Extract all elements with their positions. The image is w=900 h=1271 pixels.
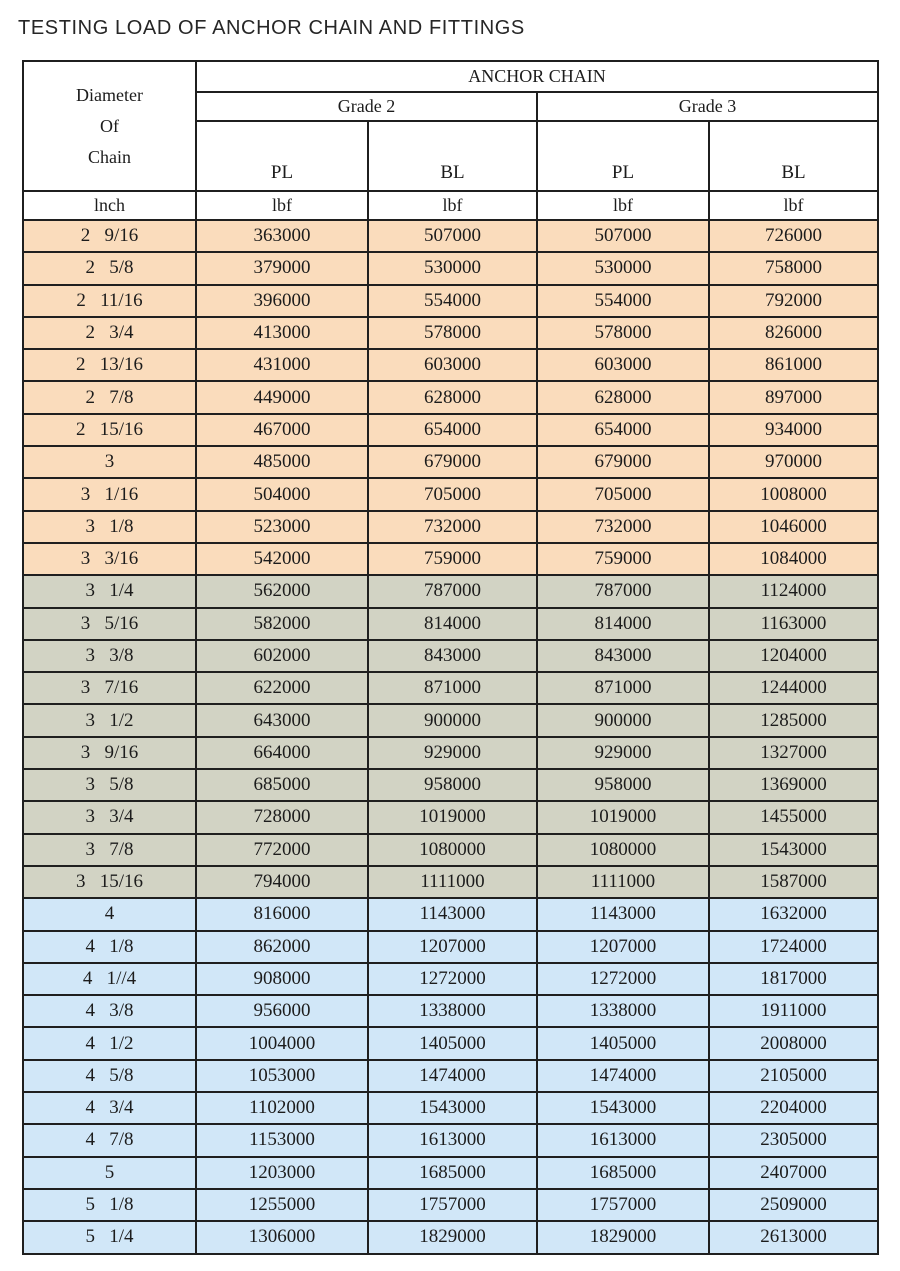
table-row bbox=[23, 898, 878, 930]
load-value-cell: 1405000 bbox=[368, 1027, 537, 1059]
anchor-chain-load-table bbox=[22, 60, 879, 1255]
load-value-cell: 504000 bbox=[196, 478, 368, 510]
diameter-cell: 3 3/8 bbox=[23, 640, 196, 672]
diameter-cell: 3 15/16 bbox=[23, 866, 196, 898]
load-value-cell: 1102000 bbox=[196, 1092, 368, 1124]
load-value-cell: 705000 bbox=[537, 478, 709, 510]
diameter-cell: 5 bbox=[23, 1157, 196, 1189]
load-value-cell: 1474000 bbox=[537, 1060, 709, 1092]
load-value-cell: 956000 bbox=[196, 995, 368, 1027]
load-value-cell: 379000 bbox=[196, 252, 368, 284]
load-value-cell: 970000 bbox=[709, 446, 878, 478]
load-value-cell: 1369000 bbox=[709, 769, 878, 801]
table-row bbox=[23, 963, 878, 995]
load-value-cell: 1124000 bbox=[709, 575, 878, 607]
diameter-cell: 4 5/8 bbox=[23, 1060, 196, 1092]
load-value-cell: 759000 bbox=[368, 543, 537, 575]
load-value-cell: 929000 bbox=[368, 737, 537, 769]
diameter-cell: 3 1/2 bbox=[23, 704, 196, 736]
diameter-cell: 3 5/8 bbox=[23, 769, 196, 801]
load-value-cell: 2305000 bbox=[709, 1124, 878, 1156]
diameter-header-line: Chain bbox=[88, 146, 131, 167]
table-row bbox=[23, 1124, 878, 1156]
table-row bbox=[23, 575, 878, 607]
diameter-cell: 3 5/16 bbox=[23, 608, 196, 640]
diameter-cell: 4 1//4 bbox=[23, 963, 196, 995]
load-value-cell: 1632000 bbox=[709, 898, 878, 930]
load-value-cell: 1543000 bbox=[709, 834, 878, 866]
load-value-cell: 1724000 bbox=[709, 931, 878, 963]
diameter-cell: 2 5/8 bbox=[23, 252, 196, 284]
load-value-cell: 654000 bbox=[537, 414, 709, 446]
load-value-cell: 1053000 bbox=[196, 1060, 368, 1092]
load-value-cell: 1244000 bbox=[709, 672, 878, 704]
load-value-cell: 602000 bbox=[196, 640, 368, 672]
load-value-cell: 685000 bbox=[196, 769, 368, 801]
load-value-cell: 787000 bbox=[368, 575, 537, 607]
load-value-cell: 794000 bbox=[196, 866, 368, 898]
table-row bbox=[23, 866, 878, 898]
load-value-cell: 449000 bbox=[196, 381, 368, 413]
load-value-cell: 1817000 bbox=[709, 963, 878, 995]
load-value-cell: 396000 bbox=[196, 285, 368, 317]
table-row bbox=[23, 769, 878, 801]
page-title: TESTING LOAD OF ANCHOR CHAIN AND FITTINGS bbox=[18, 17, 525, 39]
table-row bbox=[23, 285, 878, 317]
table-row bbox=[23, 834, 878, 866]
load-value-cell: 862000 bbox=[196, 931, 368, 963]
table-row bbox=[23, 1189, 878, 1221]
load-value-cell: 467000 bbox=[196, 414, 368, 446]
diameter-cell: 5 1/4 bbox=[23, 1221, 196, 1253]
load-value-cell: 1272000 bbox=[368, 963, 537, 995]
diameter-cell: 4 1/2 bbox=[23, 1027, 196, 1059]
load-value-cell: 705000 bbox=[368, 478, 537, 510]
load-value-cell: 603000 bbox=[537, 349, 709, 381]
load-value-cell: 792000 bbox=[709, 285, 878, 317]
load-value-cell: 1080000 bbox=[537, 834, 709, 866]
diameter-cell: 2 3/4 bbox=[23, 317, 196, 349]
load-value-cell: 1455000 bbox=[709, 801, 878, 833]
load-value-cell: 929000 bbox=[537, 737, 709, 769]
load-value-cell: 554000 bbox=[537, 285, 709, 317]
grade-3-header: Grade 3 bbox=[537, 92, 878, 121]
diameter-cell: 3 bbox=[23, 446, 196, 478]
load-value-cell: 679000 bbox=[537, 446, 709, 478]
diameter-cell: 3 3/4 bbox=[23, 801, 196, 833]
load-value-cell: 826000 bbox=[709, 317, 878, 349]
table-row bbox=[23, 1221, 878, 1253]
load-value-cell: 542000 bbox=[196, 543, 368, 575]
load-value-cell: 1008000 bbox=[709, 478, 878, 510]
diameter-cell: 2 13/16 bbox=[23, 349, 196, 381]
load-value-cell: 787000 bbox=[537, 575, 709, 607]
load-value-cell: 1613000 bbox=[537, 1124, 709, 1156]
load-value-cell: 732000 bbox=[537, 511, 709, 543]
table-row bbox=[23, 608, 878, 640]
load-value-cell: 2105000 bbox=[709, 1060, 878, 1092]
load-value-cell: 507000 bbox=[537, 220, 709, 252]
load-value-cell: 1207000 bbox=[537, 931, 709, 963]
load-value-cell: 1685000 bbox=[537, 1157, 709, 1189]
load-value-cell: 363000 bbox=[196, 220, 368, 252]
load-value-cell: 2613000 bbox=[709, 1221, 878, 1253]
table-row bbox=[23, 1092, 878, 1124]
load-value-cell: 871000 bbox=[537, 672, 709, 704]
load-value-cell: 1757000 bbox=[368, 1189, 537, 1221]
unit-lbf-header: lbf bbox=[537, 191, 709, 220]
load-value-cell: 732000 bbox=[368, 511, 537, 543]
load-value-cell: 562000 bbox=[196, 575, 368, 607]
header-row-anchor-chain bbox=[23, 61, 878, 92]
load-value-cell: 628000 bbox=[368, 381, 537, 413]
load-value-cell: 1306000 bbox=[196, 1221, 368, 1253]
load-value-cell: 664000 bbox=[196, 737, 368, 769]
load-value-cell: 507000 bbox=[368, 220, 537, 252]
load-value-cell: 654000 bbox=[368, 414, 537, 446]
load-value-cell: 1543000 bbox=[537, 1092, 709, 1124]
load-value-cell: 814000 bbox=[537, 608, 709, 640]
table-row bbox=[23, 704, 878, 736]
diameter-cell: 2 11/16 bbox=[23, 285, 196, 317]
load-value-cell: 908000 bbox=[196, 963, 368, 995]
load-value-cell: 900000 bbox=[368, 704, 537, 736]
table-row bbox=[23, 252, 878, 284]
diameter-cell: 2 7/8 bbox=[23, 381, 196, 413]
load-value-cell: 1203000 bbox=[196, 1157, 368, 1189]
table-row bbox=[23, 672, 878, 704]
diameter-cell: 3 9/16 bbox=[23, 737, 196, 769]
load-value-cell: 1143000 bbox=[537, 898, 709, 930]
load-value-cell: 530000 bbox=[537, 252, 709, 284]
diameter-cell: 3 1/8 bbox=[23, 511, 196, 543]
table-row bbox=[23, 801, 878, 833]
load-value-cell: 1587000 bbox=[709, 866, 878, 898]
table-row bbox=[23, 317, 878, 349]
load-value-cell: 1046000 bbox=[709, 511, 878, 543]
load-value-cell: 578000 bbox=[537, 317, 709, 349]
diameter-cell: 4 bbox=[23, 898, 196, 930]
load-value-cell: 2407000 bbox=[709, 1157, 878, 1189]
grade2-bl-header: BL bbox=[368, 121, 537, 191]
load-value-cell: 1613000 bbox=[368, 1124, 537, 1156]
grade3-pl-header: PL bbox=[537, 121, 709, 191]
load-value-cell: 628000 bbox=[537, 381, 709, 413]
load-value-cell: 1084000 bbox=[709, 543, 878, 575]
diameter-cell: 2 9/16 bbox=[23, 220, 196, 252]
load-value-cell: 958000 bbox=[537, 769, 709, 801]
diameter-of-chain-header bbox=[23, 61, 196, 191]
anchor-chain-header: ANCHOR CHAIN bbox=[196, 61, 878, 92]
diameter-cell: 3 7/8 bbox=[23, 834, 196, 866]
grade2-pl-header: PL bbox=[196, 121, 368, 191]
load-value-cell: 843000 bbox=[368, 640, 537, 672]
load-value-cell: 2008000 bbox=[709, 1027, 878, 1059]
unit-lbf-header: lbf bbox=[709, 191, 878, 220]
load-value-cell: 1757000 bbox=[537, 1189, 709, 1221]
load-value-cell: 816000 bbox=[196, 898, 368, 930]
load-value-cell: 1163000 bbox=[709, 608, 878, 640]
load-value-cell: 554000 bbox=[368, 285, 537, 317]
load-value-cell: 1111000 bbox=[537, 866, 709, 898]
load-value-cell: 843000 bbox=[537, 640, 709, 672]
diameter-cell: 4 7/8 bbox=[23, 1124, 196, 1156]
load-value-cell: 958000 bbox=[368, 769, 537, 801]
load-value-cell: 772000 bbox=[196, 834, 368, 866]
header-row-units bbox=[23, 191, 878, 220]
table-row bbox=[23, 1060, 878, 1092]
load-value-cell: 861000 bbox=[709, 349, 878, 381]
load-value-cell: 1080000 bbox=[368, 834, 537, 866]
load-value-cell: 622000 bbox=[196, 672, 368, 704]
load-value-cell: 1474000 bbox=[368, 1060, 537, 1092]
load-value-cell: 578000 bbox=[368, 317, 537, 349]
table-row bbox=[23, 1157, 878, 1189]
load-value-cell: 726000 bbox=[709, 220, 878, 252]
load-value-cell: 1204000 bbox=[709, 640, 878, 672]
load-value-cell: 431000 bbox=[196, 349, 368, 381]
diameter-cell: 2 15/16 bbox=[23, 414, 196, 446]
table-row bbox=[23, 931, 878, 963]
grade-2-header: Grade 2 bbox=[196, 92, 537, 121]
diameter-header-line: Diameter bbox=[76, 84, 143, 105]
load-value-cell: 1829000 bbox=[368, 1221, 537, 1253]
load-value-cell: 897000 bbox=[709, 381, 878, 413]
table-row bbox=[23, 220, 878, 252]
table-body bbox=[23, 220, 878, 1254]
load-value-cell: 1143000 bbox=[368, 898, 537, 930]
table-row bbox=[23, 737, 878, 769]
load-value-cell: 871000 bbox=[368, 672, 537, 704]
load-value-cell: 1829000 bbox=[537, 1221, 709, 1253]
load-value-cell: 1543000 bbox=[368, 1092, 537, 1124]
diameter-cell: 4 3/4 bbox=[23, 1092, 196, 1124]
load-value-cell: 758000 bbox=[709, 252, 878, 284]
load-value-cell: 1338000 bbox=[537, 995, 709, 1027]
diameter-cell: 3 7/16 bbox=[23, 672, 196, 704]
load-value-cell: 679000 bbox=[368, 446, 537, 478]
load-value-cell: 1405000 bbox=[537, 1027, 709, 1059]
unit-inch-header: lnch bbox=[23, 191, 196, 220]
load-value-cell: 1019000 bbox=[537, 801, 709, 833]
table-row bbox=[23, 478, 878, 510]
load-value-cell: 1338000 bbox=[368, 995, 537, 1027]
diameter-cell: 4 1/8 bbox=[23, 931, 196, 963]
load-value-cell: 523000 bbox=[196, 511, 368, 543]
load-value-cell: 1004000 bbox=[196, 1027, 368, 1059]
load-value-cell: 2509000 bbox=[709, 1189, 878, 1221]
load-value-cell: 1153000 bbox=[196, 1124, 368, 1156]
table-row bbox=[23, 349, 878, 381]
table-row bbox=[23, 381, 878, 413]
load-value-cell: 814000 bbox=[368, 608, 537, 640]
load-value-cell: 1272000 bbox=[537, 963, 709, 995]
load-value-cell: 934000 bbox=[709, 414, 878, 446]
load-value-cell: 582000 bbox=[196, 608, 368, 640]
load-value-cell: 728000 bbox=[196, 801, 368, 833]
table-row bbox=[23, 511, 878, 543]
load-value-cell: 1327000 bbox=[709, 737, 878, 769]
table-row bbox=[23, 1027, 878, 1059]
load-value-cell: 1685000 bbox=[368, 1157, 537, 1189]
table-header bbox=[23, 61, 878, 220]
unit-lbf-header: lbf bbox=[368, 191, 537, 220]
load-value-cell: 759000 bbox=[537, 543, 709, 575]
table-row bbox=[23, 414, 878, 446]
unit-lbf-header: lbf bbox=[196, 191, 368, 220]
table-row bbox=[23, 543, 878, 575]
diameter-header-line: Of bbox=[100, 115, 119, 136]
load-value-cell: 1911000 bbox=[709, 995, 878, 1027]
load-value-cell: 1019000 bbox=[368, 801, 537, 833]
diameter-cell: 5 1/8 bbox=[23, 1189, 196, 1221]
load-value-cell: 1207000 bbox=[368, 931, 537, 963]
load-value-cell: 485000 bbox=[196, 446, 368, 478]
load-value-cell: 1111000 bbox=[368, 866, 537, 898]
load-value-cell: 643000 bbox=[196, 704, 368, 736]
diameter-cell: 4 3/8 bbox=[23, 995, 196, 1027]
grade3-bl-header: BL bbox=[709, 121, 878, 191]
load-value-cell: 2204000 bbox=[709, 1092, 878, 1124]
load-value-cell: 603000 bbox=[368, 349, 537, 381]
table-row bbox=[23, 995, 878, 1027]
table-row bbox=[23, 640, 878, 672]
diameter-cell: 3 1/16 bbox=[23, 478, 196, 510]
load-value-cell: 413000 bbox=[196, 317, 368, 349]
load-value-cell: 530000 bbox=[368, 252, 537, 284]
table-row bbox=[23, 446, 878, 478]
diameter-cell: 3 3/16 bbox=[23, 543, 196, 575]
load-value-cell: 900000 bbox=[537, 704, 709, 736]
diameter-cell: 3 1/4 bbox=[23, 575, 196, 607]
load-value-cell: 1255000 bbox=[196, 1189, 368, 1221]
load-value-cell: 1285000 bbox=[709, 704, 878, 736]
